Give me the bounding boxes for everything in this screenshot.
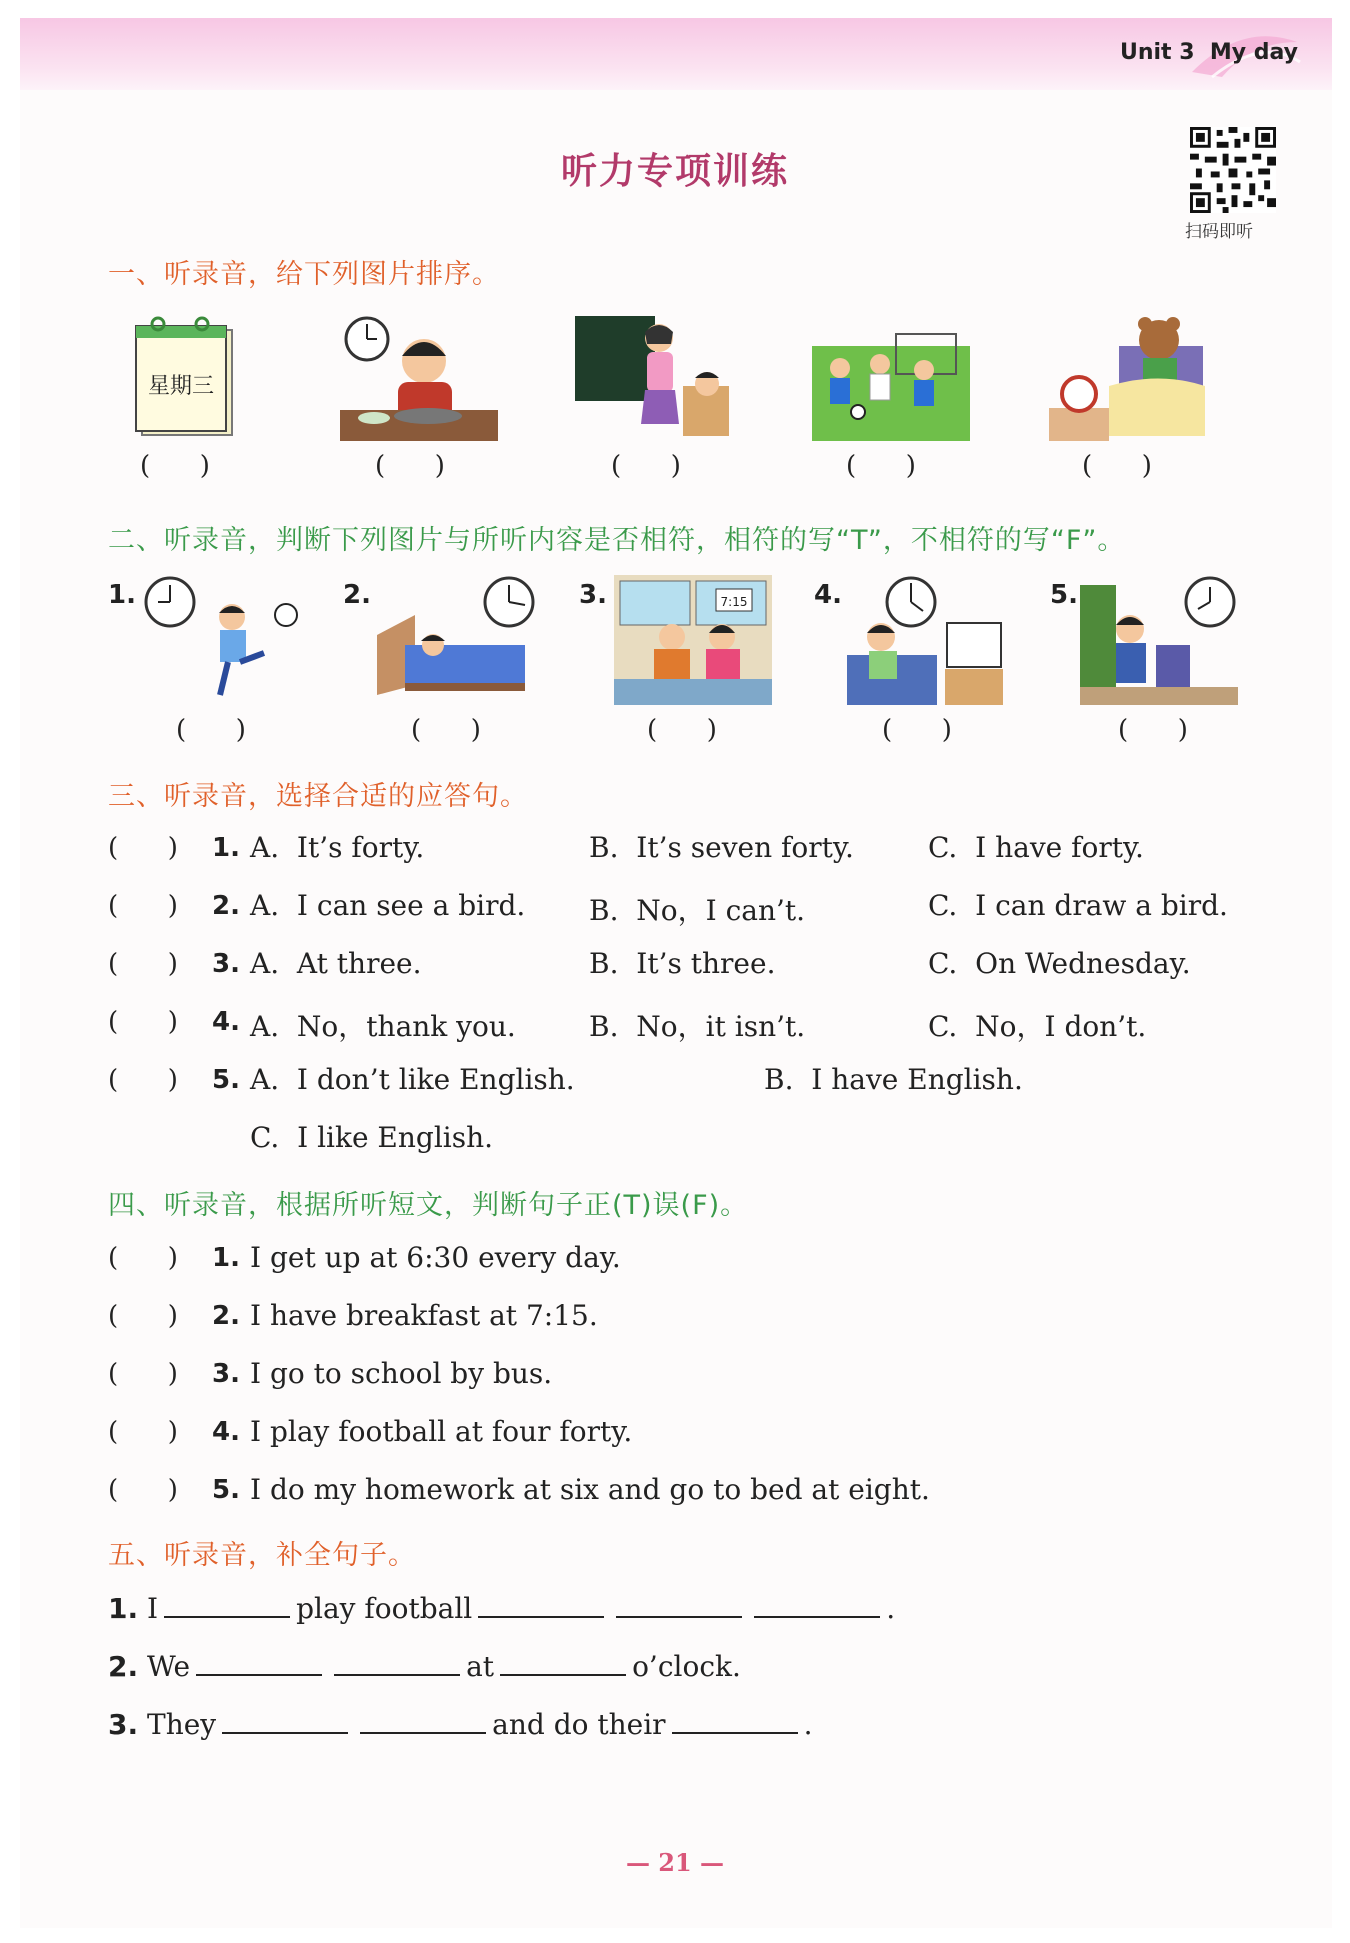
kids-on-bus-icon — [614, 575, 772, 705]
calendar-day-label: 星期三 — [147, 374, 215, 399]
s3-q1-a: A. It’s forty. — [250, 831, 425, 864]
page-title: 听力专项训练 — [560, 151, 789, 192]
s4-num-1: 1. — [212, 1243, 240, 1273]
s5-sentence-1 — [108, 1590, 895, 1625]
s4-paren-3[interactable]: ( ) — [108, 1359, 178, 1389]
s1-paren-1[interactable]: ( ) — [140, 451, 210, 481]
calendar-icon — [128, 316, 240, 441]
s2-num-3: 3. — [579, 580, 607, 610]
s3-q2-b: B. No，I can’t. — [589, 894, 806, 927]
s3-q3-b: B. It’s three. — [589, 947, 776, 980]
s3-num-3: 3. — [212, 949, 240, 979]
s5-s1-end: . — [886, 1592, 896, 1625]
s3-q5-a: A. I don’t like English. — [250, 1063, 575, 1096]
s3-paren-4[interactable]: ( ) — [108, 1007, 178, 1037]
s3-q1-c: C. I have forty. — [928, 831, 1144, 864]
s3-num-2: 2. — [212, 891, 240, 921]
s5-s1-blank-2[interactable] — [478, 1590, 604, 1618]
s4-text-3: I go to school by bus. — [250, 1357, 553, 1390]
s3-paren-1[interactable]: ( ) — [108, 833, 178, 863]
boy-walking-icon — [1080, 575, 1238, 705]
s4-text-4: I play football at four forty. — [250, 1415, 633, 1448]
s5-s1-blank-4[interactable] — [754, 1590, 880, 1618]
qr-caption: 扫码即听 — [1185, 222, 1253, 242]
s5-s3-end: . — [803, 1708, 813, 1741]
s3-q4-b: B. No，it isn’t. — [589, 1010, 806, 1043]
qr-code-icon[interactable] — [1190, 127, 1276, 213]
kids-playing-football-icon — [812, 316, 970, 441]
page-number: — 21 — — [625, 1848, 725, 1877]
unit-title: My day — [1209, 40, 1298, 65]
s1-paren-2[interactable]: ( ) — [375, 451, 445, 481]
bear-waking-up-icon — [1049, 316, 1207, 441]
s3-num-4: 4. — [212, 1007, 240, 1037]
s5-sentence-2 — [108, 1648, 741, 1683]
s5-s2-blank-2[interactable] — [334, 1648, 460, 1676]
s4-text-5: I do my homework at six and go to bed at eight. — [250, 1473, 930, 1506]
s5-num-2: 2. — [108, 1650, 139, 1683]
section2-heading: 二、听录音，判断下列图片与所听内容是否相符，相符的写“T”，不相符的写“F”。 — [108, 525, 1126, 556]
s4-paren-5[interactable]: ( ) — [108, 1475, 178, 1505]
s5-s3-blank-1[interactable] — [222, 1706, 348, 1734]
s3-q5-c: C. I like English. — [250, 1121, 494, 1154]
s4-paren-4[interactable]: ( ) — [108, 1417, 178, 1447]
s5-s1-word1: I — [147, 1592, 159, 1625]
s5-s2-word3: o’clock. — [632, 1650, 741, 1683]
s3-paren-2[interactable]: ( ) — [108, 891, 178, 921]
s4-text-2: I have breakfast at 7:15. — [250, 1299, 598, 1332]
boy-watching-tv-icon — [847, 575, 1005, 705]
s3-q2-c: C. I can draw a bird. — [928, 889, 1228, 922]
s4-num-5: 5. — [212, 1475, 240, 1505]
unit-header — [1120, 40, 1298, 65]
s5-s3-blank-2[interactable] — [360, 1706, 486, 1734]
s5-num-3: 3. — [108, 1708, 139, 1741]
bus-clock-display: 7:15 — [720, 595, 748, 609]
s3-num-1: 1. — [212, 833, 240, 863]
s1-paren-5[interactable]: ( ) — [1082, 451, 1152, 481]
s4-text-1: I get up at 6:30 every day. — [250, 1241, 621, 1274]
s2-paren-3[interactable]: ( ) — [647, 715, 717, 745]
s2-paren-2[interactable]: ( ) — [411, 715, 481, 745]
s5-s3-word2: and do their — [492, 1708, 666, 1741]
girl-sleeping-icon — [375, 575, 535, 705]
s4-num-2: 2. — [212, 1301, 240, 1331]
s2-num-5: 5. — [1050, 580, 1078, 610]
s5-num-1: 1. — [108, 1592, 139, 1625]
boy-eating-icon — [340, 316, 498, 441]
s3-q1-b: B. It’s seven forty. — [589, 831, 854, 864]
section4-heading: 四、听录音，根据所听短文，判断句子正(T)误(F)。 — [108, 1190, 749, 1221]
s4-paren-1[interactable]: ( ) — [108, 1243, 178, 1273]
s5-s3-blank-3[interactable] — [672, 1706, 798, 1734]
unit-label: Unit 3 — [1119, 40, 1195, 65]
s5-s1-blank-3[interactable] — [616, 1590, 742, 1618]
s3-q4-c: C. No，I don’t. — [928, 1010, 1147, 1043]
s5-s2-blank-3[interactable] — [500, 1648, 626, 1676]
section5-heading: 五、听录音，补全句子。 — [108, 1540, 416, 1571]
s3-paren-3[interactable]: ( ) — [108, 949, 178, 979]
s1-paren-3[interactable]: ( ) — [611, 451, 681, 481]
s3-q3-a: A. At three. — [250, 947, 422, 980]
s2-num-1: 1. — [108, 580, 136, 610]
s1-paren-4[interactable]: ( ) — [846, 451, 916, 481]
s3-q5-b: B. I have English. — [764, 1063, 1023, 1096]
s2-paren-5[interactable]: ( ) — [1118, 715, 1188, 745]
s2-paren-1[interactable]: ( ) — [176, 715, 246, 745]
s5-s1-word2: play football — [296, 1592, 473, 1625]
s5-s1-blank-1[interactable] — [164, 1590, 290, 1618]
s2-num-2: 2. — [343, 580, 371, 610]
s5-sentence-3 — [108, 1706, 812, 1741]
s3-paren-5[interactable]: ( ) — [108, 1065, 178, 1095]
section1-heading: 一、听录音，给下列图片排序。 — [108, 259, 500, 290]
s3-num-5: 5. — [212, 1065, 240, 1095]
s3-q2-a: A. I can see a bird. — [250, 889, 526, 922]
s2-num-4: 4. — [814, 580, 842, 610]
s5-s2-blank-1[interactable] — [196, 1648, 322, 1676]
boy-kicking-ball-icon — [140, 575, 300, 705]
s3-q4-a: A. No，thank you. — [250, 1010, 516, 1043]
s5-s3-word1: They — [147, 1708, 217, 1741]
s4-num-3: 3. — [212, 1359, 240, 1389]
s3-q3-c: C. On Wednesday. — [928, 947, 1191, 980]
s4-paren-2[interactable]: ( ) — [108, 1301, 178, 1331]
s2-paren-4[interactable]: ( ) — [882, 715, 952, 745]
s4-num-4: 4. — [212, 1417, 240, 1447]
section3-heading: 三、听录音，选择合适的应答句。 — [108, 781, 528, 812]
s5-s2-word1: We — [147, 1650, 191, 1683]
teacher-classroom-icon — [575, 316, 733, 441]
s5-s2-word2: at — [466, 1650, 495, 1683]
